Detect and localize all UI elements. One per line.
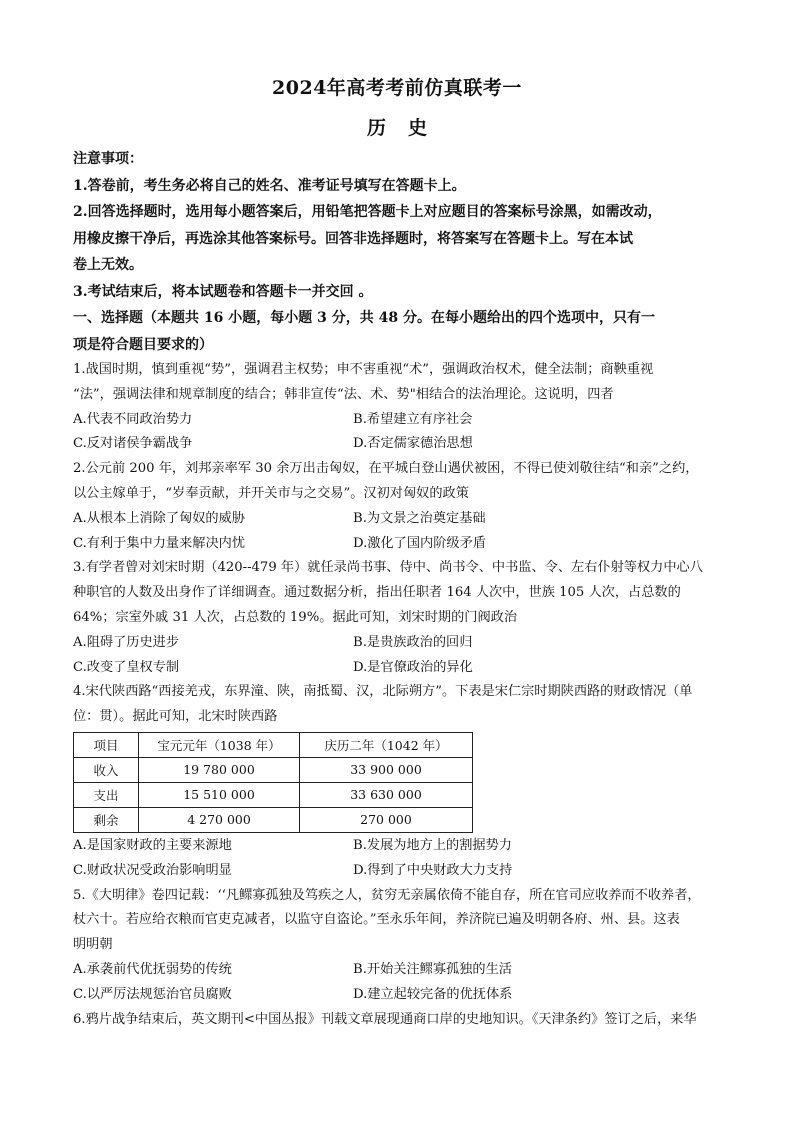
question-4 — [73, 680, 723, 883]
table-row — [74, 782, 473, 807]
exam-title: 2024年高考考前仿真联考一 — [272, 77, 522, 99]
option-a: A.代表不同政治势力 — [73, 411, 193, 427]
table-cell: 33 630 000 — [300, 782, 473, 807]
question-text: 以公主嫁单于，“岁奉贡献，并开关市与之交易”。汉初对匈奴的政策 — [73, 485, 469, 501]
option-c: C.反对诸侯争霸战争 — [73, 436, 193, 452]
question-text: 2.公元前 200 年，刘邦亲率军 30 余万出击匈奴，在平城白登山遇伏被困，不得已使刘敬往结“和亲”之约， — [73, 461, 699, 477]
option-b: B.发展为地方上的割据势力 — [353, 837, 512, 853]
section-heading-b: 项是符合题目要求的） — [73, 336, 213, 353]
table-cell: 剩余 — [74, 807, 139, 832]
table-row — [74, 757, 473, 782]
option-d: D.建立起较完备的优抚体系 — [353, 986, 513, 1002]
notice-line-2a: 2.回答选择题时，选用每小题答案后，用铅笔把答题卡上对应题目的答案标号涂黑，如需改动， — [73, 204, 662, 220]
table-cell: 270 000 — [300, 807, 473, 832]
notice-line-1: 1.答卷前，考生务必将自己的姓名、准考证号填写在答题卡上。 — [73, 177, 466, 194]
option-c: C.有利于集中力量来解决内忧 — [73, 535, 246, 551]
option-b: B.是贵族政治的回归 — [353, 634, 473, 650]
option-a: A.是国家财政的主要来源地 — [73, 837, 232, 853]
notice-line-3: 3.考试结束后，将本试题卷和答题卡一并交回 。 — [73, 283, 373, 300]
finance-table — [73, 732, 473, 833]
option-d: D.激化了国内阶级矛盾 — [353, 535, 486, 551]
option-b: B.希望建立有序社会 — [353, 411, 473, 427]
option-b: B.开始关注鳏寡孤独的生活 — [353, 961, 512, 977]
table-header-row — [74, 732, 473, 757]
question-text: 3.有学者曾对刘宋时期（420--479 年）就任录尚书事、侍中、尚书令、中书监、令、左右仆射等权力中心八 — [73, 560, 703, 576]
exam-content — [73, 146, 723, 1032]
table-header: 庆历二年（1042 年） — [300, 732, 473, 757]
question-text: 1.战国时期，慎到重视“势”，强调君主权势；申不害重视“术”，强调政治权术，健全法制；商鞅重视 — [73, 362, 654, 377]
question-text: 位：贯）。据此可知，北宋时陕西路 — [73, 709, 278, 725]
option-d: D.得到了中央财政大力支持 — [353, 862, 513, 878]
subject-char-2: 史 — [408, 117, 428, 139]
table-cell: 支出 — [74, 782, 139, 807]
table-cell: 4 270 000 — [139, 807, 300, 832]
notice-line-2b: 用橡皮擦干净后，再选涂其他答案标号。回答非选择题时，将答案写在答题卡上。写在本试 — [73, 230, 633, 247]
question-6 — [73, 1008, 723, 1033]
table-row — [74, 807, 473, 832]
table-header: 宝元元年（1038 年） — [139, 732, 300, 757]
question-1 — [73, 358, 723, 457]
question-3 — [73, 556, 723, 680]
option-c: C.改变了皇权专制 — [73, 659, 180, 675]
question-5 — [73, 884, 723, 1008]
subject-title — [0, 113, 794, 140]
option-a: A.阻碍了历史进步 — [73, 634, 180, 650]
table-cell: 15 510 000 — [139, 782, 300, 807]
question-text: 5.《大明律》卷四记载：‘‘凡鳏寡孤独及笃疾之人，贫穷无亲属依倚不能自存，所在官司应收养而不收养者， — [73, 887, 701, 903]
question-text: 6.鸦片战争结束后，英文期刊<中国丛报》刊载文章展现通商口岸的史地知识。《天津条约》签订之后，来华 — [73, 1011, 697, 1027]
option-d: D.是官僚政治的异化 — [353, 659, 473, 675]
table-header: 项目 — [74, 732, 139, 757]
subject-char-1: 历 — [366, 117, 386, 139]
option-a: A.承袭前代优抚弱势的传统 — [73, 961, 232, 977]
option-d: D.否定儒家德治思想 — [353, 436, 473, 452]
option-a: A.从根本上消除了匈奴的威胁 — [73, 510, 245, 526]
question-text: 4.宋代陕西路“西接羌戎，东界潼、陕，南抵蜀、汉，北际朔方”。下表是宋仁宗时期陕西路的财政情况（单 — [73, 684, 693, 700]
notice-heading: 注意事项： — [73, 151, 143, 167]
question-text: 明明朝 — [73, 937, 113, 953]
question-text: 杖六十。若应给衣粮而官吏克减者，以监守自盗论。”至永乐年间，养济院已遍及明朝各府、州、县。这表 — [73, 912, 680, 928]
option-b: B.为文景之治奠定基础 — [353, 510, 486, 526]
option-c: C.以严厉法规惩治官员腐败 — [73, 986, 232, 1002]
question-text: “法”，强调法律和规章制度的结合；韩非宣传“法、术、势"相结合的法治理论。这说明，四者 — [73, 386, 614, 402]
table-cell: 收入 — [74, 757, 139, 782]
option-c: C.财政状况受政治影响明显 — [73, 862, 232, 878]
table-cell: 19 780 000 — [139, 757, 300, 782]
table-cell: 33 900 000 — [300, 757, 473, 782]
question-text: 64%；宗室外戚 31 人次，占总数的 19%。据此可知，刘宋时期的门阀政治 — [73, 609, 518, 625]
question-text: 种职官的人数及出身作了详细调查。通过数据分析，指出任职者 164 人次中，世族 105 人次，占总数的 — [73, 585, 681, 601]
question-2 — [73, 457, 723, 556]
section-heading-a: 一、选择题（本题共 16 小题，每小题 3 分，共 48 分。在每小题给出的四个选项中，只有一 — [73, 310, 655, 326]
notice-line-2c: 卷上无效。 — [73, 257, 143, 273]
